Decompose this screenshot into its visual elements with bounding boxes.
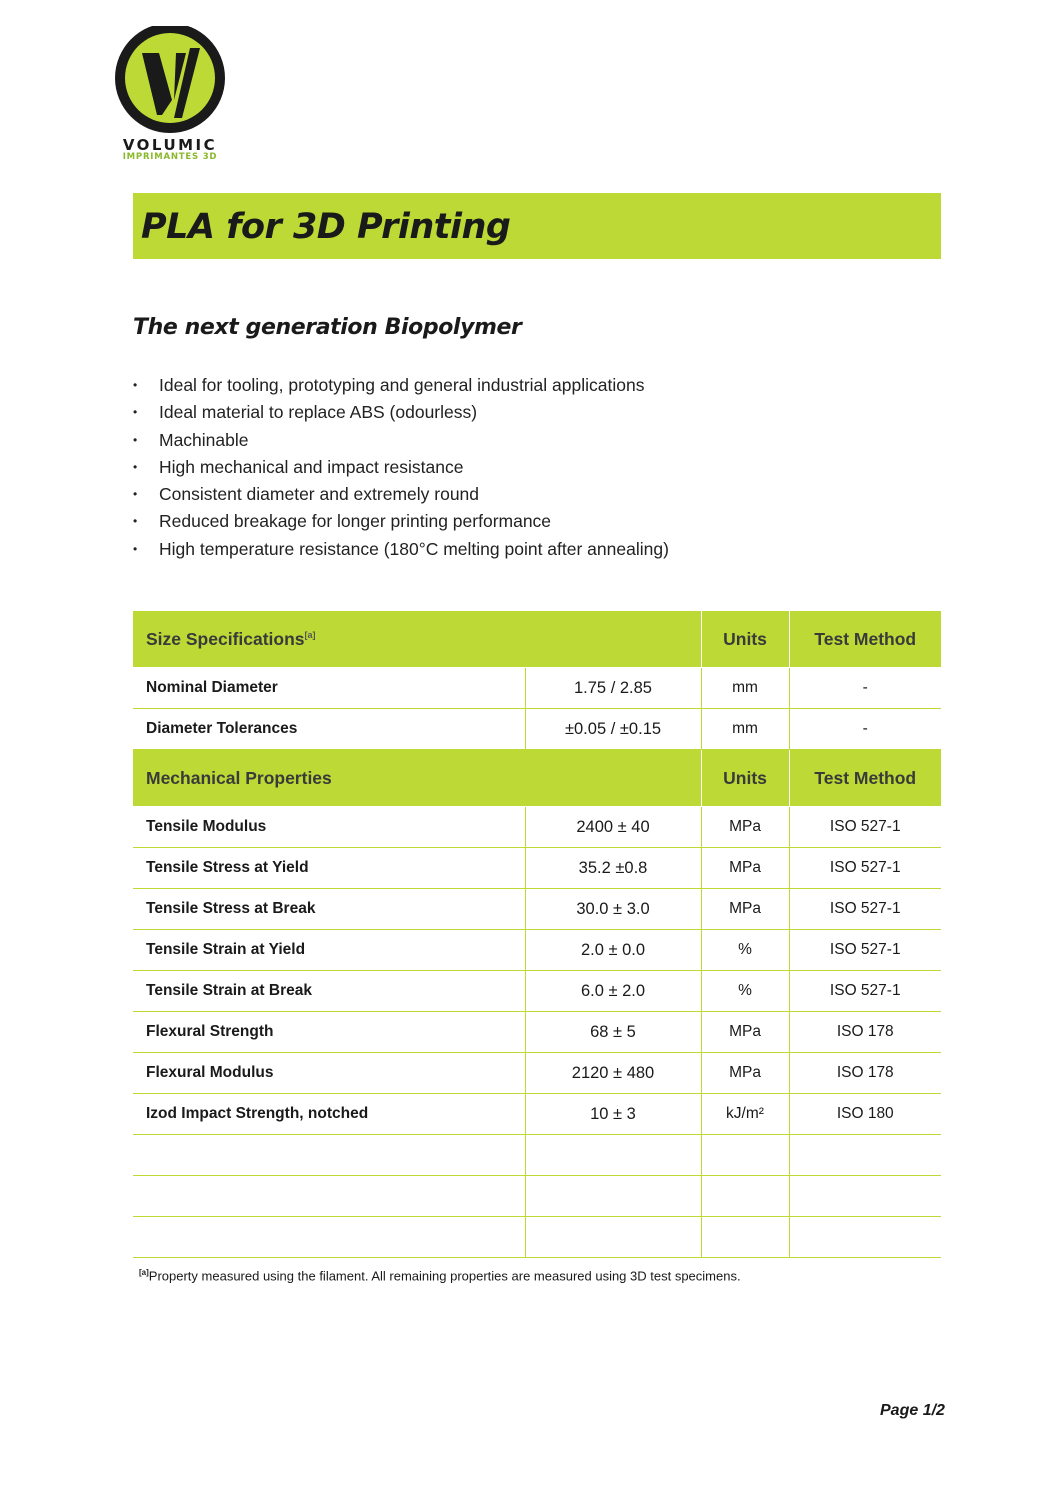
feature-text: Machinable — [159, 429, 249, 450]
property-name: Flexural Modulus — [133, 1053, 525, 1094]
feature-list — [133, 372, 669, 563]
property-name: Tensile Modulus — [133, 807, 525, 848]
property-name: Izod Impact Strength, notched — [133, 1094, 525, 1135]
table-row — [133, 709, 941, 750]
bullet-icon: • — [133, 405, 138, 420]
property-units: mm — [701, 668, 789, 709]
property-units: MPa — [701, 889, 789, 930]
property-value: 2120 ± 480 — [525, 1053, 701, 1094]
property-method: ISO 527-1 — [789, 971, 941, 1012]
footnote-text: Property measured using the filament. All remaining properties are measured using 3D test specimens. — [148, 1268, 741, 1284]
property-name: Tensile Stress at Break — [133, 889, 525, 930]
property-method: ISO 178 — [789, 1053, 941, 1094]
feature-text: High mechanical and impact resistance — [159, 456, 464, 477]
list-item — [133, 399, 669, 426]
property-units: % — [701, 930, 789, 971]
property-value: 35.2 ±0.8 — [525, 848, 701, 889]
property-name: Flexural Strength — [133, 1012, 525, 1053]
table-row — [133, 971, 941, 1012]
property-value: 6.0 ± 2.0 — [525, 971, 701, 1012]
table-row — [133, 668, 941, 709]
feature-text: Ideal material to replace ABS (odourless) — [159, 402, 478, 423]
property-value: 10 ± 3 — [525, 1094, 701, 1135]
property-name: Diameter Tolerances — [133, 709, 525, 750]
bullet-icon: • — [133, 487, 138, 502]
table-row — [133, 1053, 941, 1094]
list-item — [133, 508, 669, 535]
property-method: ISO 178 — [789, 1012, 941, 1053]
empty-row — [133, 1176, 941, 1217]
property-value: 2.0 ± 0.0 — [525, 930, 701, 971]
property-units: MPa — [701, 807, 789, 848]
list-item — [133, 454, 669, 481]
bullet-icon: • — [133, 514, 138, 529]
table-row — [133, 807, 941, 848]
brand-logo — [112, 26, 228, 166]
size-header-label: Size Specifications[a] — [133, 611, 701, 668]
property-value: 2400 ± 40 — [525, 807, 701, 848]
list-item — [133, 536, 669, 563]
subtitle: The next generation Biopolymer — [133, 315, 522, 340]
property-method: - — [789, 668, 941, 709]
units-header: Units — [701, 611, 789, 668]
bullet-icon: • — [133, 541, 138, 556]
table-row — [133, 848, 941, 889]
table-row — [133, 889, 941, 930]
empty-row — [133, 1217, 941, 1258]
brand-name: VOLUMIC — [122, 136, 218, 154]
feature-text: Reduced breakage for longer printing performance — [159, 511, 552, 532]
property-units: kJ/m² — [701, 1094, 789, 1135]
feature-text: Ideal for tooling, prototyping and general industrial applications — [159, 375, 645, 395]
table-row — [133, 1094, 941, 1135]
footnote-marker: [a] — [139, 1268, 149, 1277]
feature-text: High temperature resistance (180°C melting point after annealing) — [159, 538, 669, 559]
list-item — [133, 372, 669, 399]
property-value: 1.75 / 2.85 — [525, 668, 701, 709]
property-units: MPa — [701, 1053, 789, 1094]
logo-emblem-icon — [112, 26, 228, 136]
feature-text: Consistent diameter and extremely round — [159, 484, 480, 505]
empty-row — [133, 1135, 941, 1176]
mechanical-properties-header — [133, 750, 941, 807]
page-number: Page 1/2 — [880, 1402, 945, 1419]
property-value: 68 ± 5 — [525, 1012, 701, 1053]
property-method: ISO 527-1 — [789, 807, 941, 848]
property-method: ISO 527-1 — [789, 848, 941, 889]
table-row — [133, 930, 941, 971]
list-item — [133, 481, 669, 508]
brand-tagline: IMPRIMANTES 3D — [122, 152, 218, 162]
property-name: Tensile Strain at Yield — [133, 930, 525, 971]
property-value: ±0.05 / ±0.15 — [525, 709, 701, 750]
bullet-icon: • — [133, 432, 138, 447]
footnote — [139, 1268, 741, 1283]
property-name: Tensile Strain at Break — [133, 971, 525, 1012]
property-method: ISO 527-1 — [789, 889, 941, 930]
property-units: % — [701, 971, 789, 1012]
property-units: MPa — [701, 1012, 789, 1053]
footnote-ref: [a] — [304, 629, 316, 640]
property-units: mm — [701, 709, 789, 750]
bullet-icon: • — [133, 378, 138, 392]
property-method: ISO 180 — [789, 1094, 941, 1135]
title-band — [133, 193, 941, 259]
mechanical-header-label: Mechanical Properties — [133, 750, 701, 807]
property-value: 30.0 ± 3.0 — [525, 889, 701, 930]
property-name: Tensile Stress at Yield — [133, 848, 525, 889]
page-title: PLA for 3D Printing — [141, 207, 511, 247]
specifications-table — [133, 610, 941, 1258]
test-method-header: Test Method — [789, 611, 941, 668]
size-specifications-header — [133, 611, 941, 668]
property-name: Nominal Diameter — [133, 668, 525, 709]
list-item — [133, 427, 669, 454]
property-units: MPa — [701, 848, 789, 889]
units-header: Units — [701, 750, 789, 807]
table-row — [133, 1012, 941, 1053]
property-method: ISO 527-1 — [789, 930, 941, 971]
bullet-icon: • — [133, 459, 138, 474]
test-method-header: Test Method — [789, 750, 941, 807]
property-method: - — [789, 709, 941, 750]
